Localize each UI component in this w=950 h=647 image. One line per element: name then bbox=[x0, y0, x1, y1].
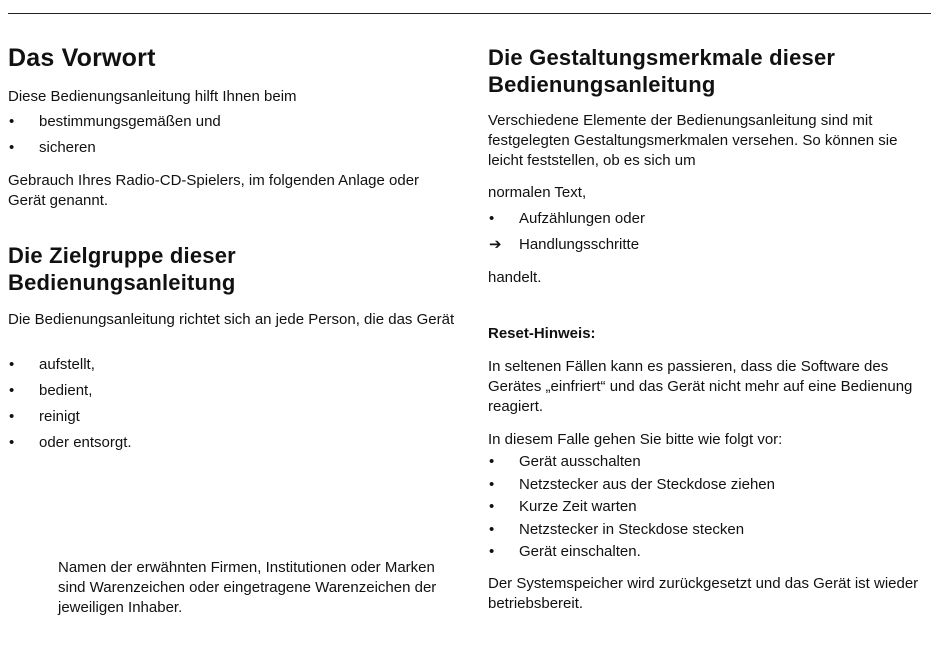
list-item: • Gerät ausschalten bbox=[488, 451, 933, 474]
zielgruppe-list bbox=[8, 352, 458, 456]
list-item: • aufstellt, bbox=[8, 352, 458, 378]
list-item: • Gerät einschalten. bbox=[488, 541, 933, 564]
zielgruppe-heading: Die Zielgruppe dieser Bedienungsanleitung bbox=[8, 243, 236, 295]
gestaltung-outro: handelt. bbox=[488, 269, 542, 286]
gestaltung-heading: Die Gestaltungsmerkmale dieser Bedienungsanleitung bbox=[488, 45, 836, 97]
vorwort-outro: Gebrauch Ihres Radio-CD-Spielers, im folgenden Anlage oder Gerät genannt. bbox=[8, 172, 420, 209]
bullet-icon: • bbox=[9, 139, 15, 156]
list-item: ➔ Handlungsschritte bbox=[488, 232, 933, 258]
bullet-icon: • bbox=[9, 408, 15, 425]
gestaltung-intro: Verschiedene Elemente der Bedienungsanleitung sind mit festgelegten Gestaltungsmerkmalen versehen. So können sie leicht feststellen, ob es sich um bbox=[488, 112, 898, 169]
bullet-icon: • bbox=[489, 543, 495, 560]
list-item: • sicheren bbox=[8, 135, 458, 161]
list-item: • oder entsorgt. bbox=[8, 430, 458, 456]
trademark-note: Namen der erwähnten Firmen, Institutionen oder Marken sind Warenzeichen oder eingetragene Warenzeichen der jeweiligen Inhaber. bbox=[58, 559, 437, 616]
gestaltung-examples bbox=[488, 206, 933, 258]
gestaltung-normal-text: normalen Text, bbox=[488, 184, 587, 201]
list-item: • reinigt bbox=[8, 404, 458, 430]
list-item: • Aufzählungen oder bbox=[488, 206, 933, 232]
bullet-icon: • bbox=[9, 382, 15, 399]
bullet-icon: • bbox=[9, 434, 15, 451]
bullet-icon: • bbox=[489, 475, 495, 493]
reset-instructions-intro: In diesem Falle gehen Sie bitte wie folgt vor: bbox=[488, 431, 783, 448]
top-rule bbox=[8, 13, 931, 14]
reset-heading: Reset-Hinweis: bbox=[488, 325, 596, 342]
list-item: • bedient, bbox=[8, 378, 458, 404]
bullet-icon: • bbox=[489, 453, 495, 470]
list-item: • Kurze Zeit warten bbox=[488, 496, 933, 519]
arrow-right-icon: ➔ bbox=[489, 236, 502, 253]
reset-outro: Der Systemspeicher wird zurückgesetzt und das Gerät ist wieder betriebsbereit. bbox=[488, 575, 919, 612]
vorwort-intro: Diese Bedienungsanleitung hilft Ihnen beim bbox=[8, 88, 297, 105]
bullet-icon: • bbox=[489, 498, 495, 515]
reset-text: In seltenen Fällen kann es passieren, dass die Software des Gerätes „einfriert“ und das Gerät nicht mehr auf eine Bedienung reagiert. bbox=[488, 358, 913, 415]
bullet-icon: • bbox=[489, 520, 495, 538]
list-item: • bestimmungsgemäßen und bbox=[8, 109, 458, 135]
list-item: • Netzstecker in Steckdose stecken bbox=[488, 519, 933, 542]
zielgruppe-intro: Die Bedienungsanleitung richtet sich an jede Person, die das Gerät bbox=[8, 311, 455, 328]
vorwort-list bbox=[8, 109, 458, 161]
vorwort-heading: Das Vorwort bbox=[8, 44, 156, 72]
reset-steps bbox=[488, 451, 933, 564]
bullet-icon: • bbox=[9, 113, 15, 130]
bullet-icon: • bbox=[489, 210, 495, 227]
list-item: • Netzstecker aus der Steckdose ziehen bbox=[488, 474, 933, 497]
bullet-icon: • bbox=[9, 356, 15, 373]
